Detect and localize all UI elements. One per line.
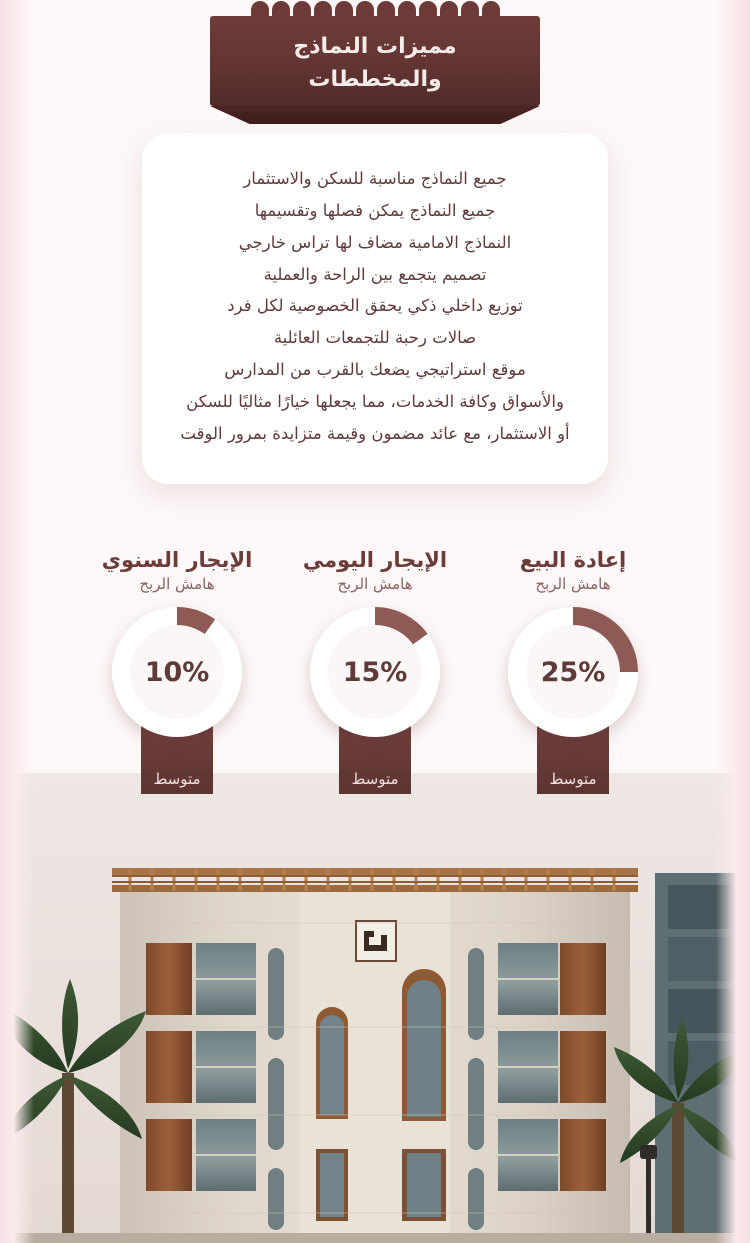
crenel-merlon-icon: [293, 1, 311, 16]
donut-center: [130, 625, 224, 719]
stats-row: [0, 548, 750, 788]
stat-title: الإيجار السنوي: [101, 548, 253, 572]
donut-center: [526, 625, 620, 719]
stat-value: 10%: [144, 656, 210, 688]
stat-donut-chart: [112, 607, 242, 737]
stat-pedestal-label: متوسط: [549, 770, 597, 788]
stat-card-resale: [483, 548, 663, 788]
feature-item: جميع النماذج يمكن فصلها وتقسيمها: [254, 200, 496, 220]
banner-crenellation: [210, 0, 540, 16]
right-wing-windows: [498, 943, 606, 1191]
stat-subtitle: هامش الربح: [139, 575, 215, 593]
feature-item: النماذج الامامية مضاف لها تراس خارجي: [238, 232, 512, 252]
right-slit-windows: [468, 948, 484, 1230]
crenel-merlon-icon: [377, 1, 395, 16]
feature-item: والأسواق وكافة الخدمات، مما يجعلها خيارًا مثاليًا للسكن: [186, 391, 564, 411]
crenel-merlon-icon: [272, 1, 290, 16]
crenel-merlon-icon: [314, 1, 332, 16]
stat-pedestal-label: متوسط: [351, 770, 399, 788]
stat-value: 15%: [342, 656, 408, 688]
feature-item: أو الاستثمار، مع عائد مضمون وقيمة متزايدة بمرور الوقت: [180, 423, 570, 443]
stat-subtitle: هامش الربح: [337, 575, 413, 593]
header-banner: [210, 0, 540, 106]
features-card: [142, 133, 608, 484]
crenel-merlon-icon: [419, 1, 437, 16]
crenel-merlon-icon: [335, 1, 353, 16]
page-title-line-2: والمخططات: [308, 67, 442, 92]
stat-value: 25%: [540, 656, 606, 688]
feature-item: جميع النماذج مناسبة للسكن والاستثمار: [243, 169, 507, 188]
building-illustration: [0, 773, 750, 1243]
stat-card-daily-rent: [285, 548, 465, 788]
feature-item: موقع استراتيجي يضعك بالقرب من المدارس: [224, 360, 526, 380]
banner-body: [210, 16, 540, 106]
crenel-merlon-icon: [356, 1, 374, 16]
feature-item: تصميم يتجمع بين الراحة والعملية: [263, 264, 487, 284]
stat-subtitle: هامش الربح: [535, 575, 611, 593]
left-wing-windows: [146, 943, 256, 1191]
crenel-merlon-icon: [251, 1, 269, 16]
left-slit-windows: [268, 948, 284, 1230]
stat-pedestal-label: متوسط: [153, 770, 201, 788]
crenel-merlon-icon: [461, 1, 479, 16]
building-logo: [356, 921, 396, 961]
stat-donut-chart: [508, 607, 638, 737]
crenel-merlon-icon: [440, 1, 458, 16]
crenel-merlon-icon: [398, 1, 416, 16]
stat-card-yearly-rent: [87, 548, 267, 788]
stat-title: الإيجار اليومي: [302, 548, 448, 572]
feature-item: توزيع داخلي ذكي يحقق الخصوصية لكل فرد: [227, 296, 523, 316]
building-svg: [0, 773, 750, 1243]
page-title-line-1: مميزات النماذج: [293, 34, 457, 59]
crenel-merlon-icon: [482, 1, 500, 16]
ground: [0, 1233, 750, 1243]
donut-center: [328, 625, 422, 719]
stat-donut-chart: [310, 607, 440, 737]
feature-item: صالات رحبة للتجمعات العائلية: [273, 328, 477, 348]
stat-title: إعادة البيع: [519, 548, 627, 572]
